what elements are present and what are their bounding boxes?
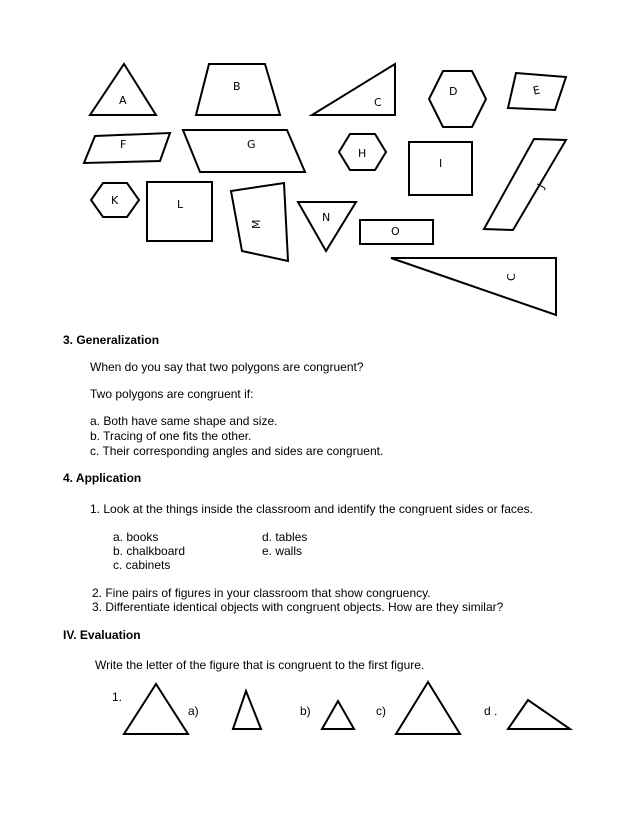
shape-a-triangle <box>90 64 156 115</box>
shape-n-triangle <box>298 202 356 251</box>
shape-f-parallelogram <box>84 133 170 163</box>
label-n: N <box>322 211 331 224</box>
evaluation-heading: IV. Evaluation <box>63 628 141 642</box>
application-task-3: 3. Differentiate identical objects with congruent objects. How are they similar? <box>92 600 504 614</box>
label-a: A <box>119 94 127 107</box>
eval-option-b-triangle <box>322 701 354 729</box>
generalization-lead: Two polygons are congruent if: <box>90 387 254 401</box>
label-m: M <box>250 219 263 229</box>
label-d: D <box>449 85 458 98</box>
shape-g-parallelogram <box>183 130 305 172</box>
shape-c-large-triangle <box>391 258 556 315</box>
evaluation-option-c-label: c) <box>376 704 386 718</box>
eval-option-d-triangle <box>508 700 570 729</box>
eval-reference-triangle <box>124 684 188 734</box>
label-o: O <box>391 225 400 238</box>
label-c: C <box>374 96 382 109</box>
application-heading: 4. Application <box>63 471 142 485</box>
shape-l-square <box>147 182 212 241</box>
shape-j-parallelogram <box>484 139 566 230</box>
evaluation-number: 1. <box>112 690 123 704</box>
generalization-question: When do you say that two polygons are congruent? <box>90 360 364 374</box>
application-task-2: 2. Fine pairs of figures in your classroom that show congruency. <box>92 586 431 600</box>
application-list-item: c. cabinets <box>113 558 171 572</box>
eval-option-a-triangle <box>233 691 261 729</box>
label-g: G <box>247 138 256 151</box>
application-list-item: a. books <box>113 530 159 544</box>
evaluation-option-b-label: b) <box>300 704 311 718</box>
evaluation-instruction: Write the letter of the figure that is congruent to the first figure. <box>95 658 425 672</box>
generalization-item: b. Tracing of one fits the other. <box>90 429 252 443</box>
application-list-item: e. walls <box>262 544 303 558</box>
application-list-item: d. tables <box>262 530 308 544</box>
label-c-large: C <box>505 273 518 281</box>
label-h: H <box>358 147 367 160</box>
eval-option-c-triangle <box>396 682 460 734</box>
application-list-item: b. chalkboard <box>113 544 186 558</box>
shape-c-triangle <box>312 64 395 115</box>
label-f: F <box>120 138 127 151</box>
label-l: L <box>177 198 184 211</box>
label-i: I <box>439 157 443 170</box>
label-b: B <box>233 80 241 93</box>
shape-d-hexagon <box>429 71 486 127</box>
generalization-item: c. Their corresponding angles and sides are congruent. <box>90 444 384 458</box>
application-task-1: 1. Look at the things inside the classroom and identify the congruent sides or faces. <box>90 502 533 516</box>
evaluation-option-d-label: d . <box>484 704 498 718</box>
label-k: K <box>111 194 119 207</box>
generalization-heading: 3. Generalization <box>63 333 160 347</box>
evaluation-option-a-label: a) <box>188 704 199 718</box>
generalization-item: a. Both have same shape and size. <box>90 414 278 428</box>
label-j: J <box>534 181 548 191</box>
label-e: E <box>531 83 542 98</box>
